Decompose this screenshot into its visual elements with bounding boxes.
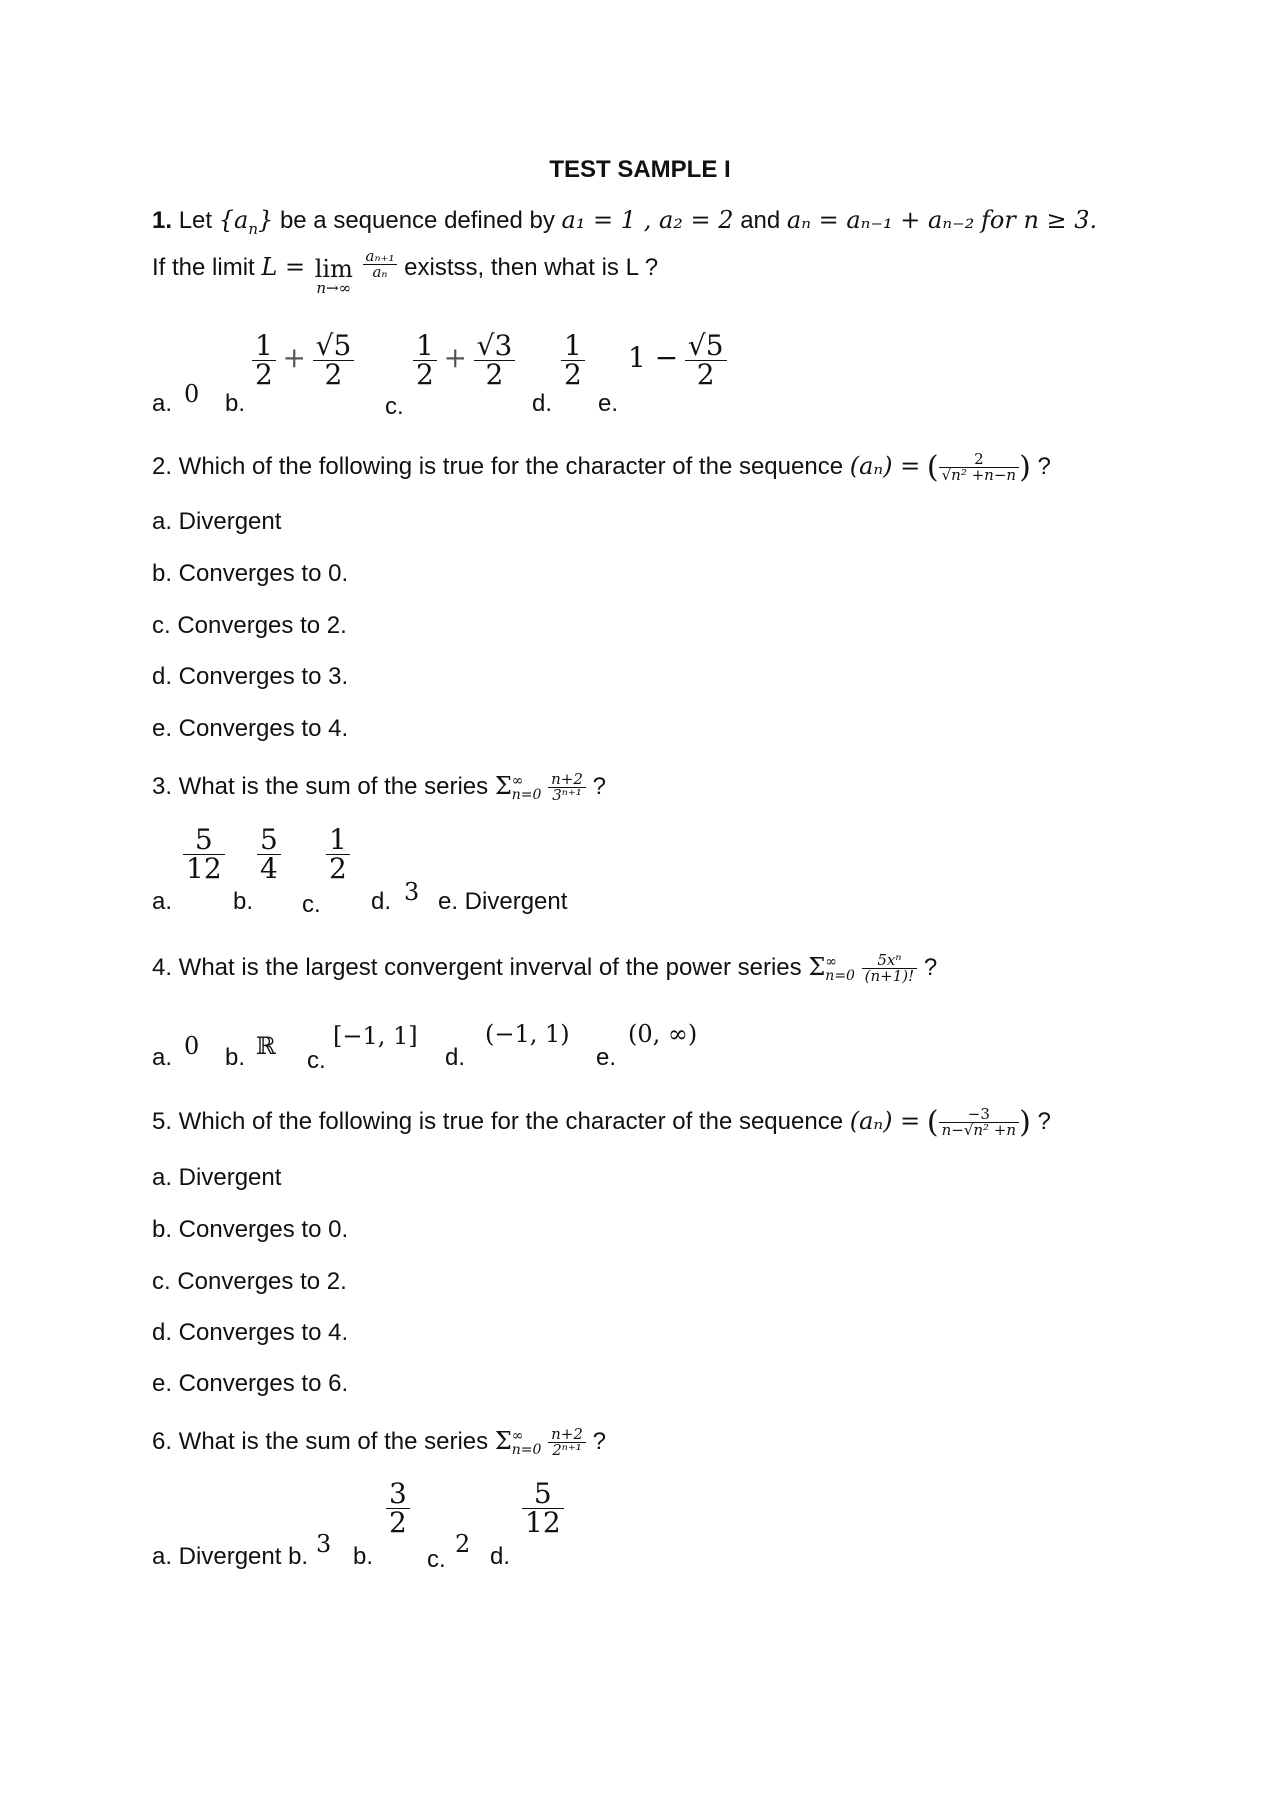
question-1-line-2 [152, 247, 659, 297]
q6-option-b-label: b. [353, 1543, 374, 1570]
q3-option-b-value [257, 823, 281, 885]
sequence-formula: $\frac{-3}{\text{n−√n² +n}}$ [939, 1107, 1019, 1138]
question-text: and [740, 207, 781, 234]
question-5: 5. Which of the following is true for the character of the sequence (aₙ) = ( $\frac{-3}{\text{n−√n² +n}}$ ) ? [152, 1104, 1051, 1140]
question-1 [152, 208, 1097, 237]
q4-option-b-label: b. [225, 1044, 246, 1071]
question-text: existss, then what is L ? [404, 254, 659, 281]
q2-option-e: e. Converges to 4. [152, 715, 349, 742]
question-6 [152, 1427, 606, 1458]
q1-option-e-value: 1 − $\frac{√5}{2}$ [628, 332, 727, 389]
limit-operator: lim n→∞ [314, 255, 353, 297]
fraction: $\frac{1}{2}$ [326, 826, 350, 883]
series-term: $\frac{n+2}{\text{2ⁿ⁺¹}}$ [548, 1427, 586, 1458]
q1-option-b-value: $\frac{1}{2}$ + $\frac{√5}{2}$ [252, 332, 354, 389]
q3-option-d-value: 3 [404, 878, 420, 906]
q1-option-a-value: 0 [184, 380, 200, 408]
sum-symbol: Σ [808, 952, 826, 981]
fraction: $\frac{1}{2}$ [413, 332, 437, 389]
sum-symbol: Σ [494, 1426, 512, 1455]
question-text: 3. What is the sum of the series [152, 772, 489, 800]
q6-option-b-value [386, 1477, 410, 1539]
q3-option-a-value [183, 823, 225, 885]
q3-option-c-label: c. [302, 891, 321, 918]
question-text: 4. What is the largest convergent inverval of the power series [152, 953, 802, 981]
q6-option-a-value: 3 [316, 1530, 332, 1558]
question-text: be a sequence defined by [279, 207, 555, 234]
series-term: $\frac{n+2}{\text{3ⁿ⁺¹}}$ [548, 772, 586, 803]
fraction: $\frac{1}{2}$ [252, 332, 276, 389]
q6-option-d-label: d. [490, 1543, 511, 1570]
fraction: $\frac{5}{4}$ [257, 826, 281, 883]
sequence-formula: $\frac{2}{\text{√n² +n−n}}$ [939, 452, 1019, 483]
question-mark: ? [592, 772, 606, 800]
q3-option-e: e. Divergent [438, 888, 568, 915]
series-term: $\frac{\text{5xⁿ}}{(n+1)!}$ [862, 953, 918, 984]
q4-option-e-value: (0, ∞) [628, 1020, 698, 1048]
sum-bounds: ∞ n=0 [511, 1427, 542, 1458]
fraction: $\frac{√5}{2}$ [685, 332, 727, 389]
sum-symbol: Σ [494, 771, 512, 800]
question-mark: ? [1037, 1107, 1051, 1135]
q2-option-c: c. Converges to 2. [152, 612, 347, 639]
q3-option-c-value [326, 823, 350, 885]
question-mark: ? [592, 1427, 606, 1455]
question-text: 2. Which of the following is true for the character of the sequence [152, 452, 844, 480]
q3-option-d-label: d. [371, 888, 392, 915]
q4-option-c-label: c. [307, 1047, 326, 1074]
question-text: 6. What is the sum of the series [152, 1427, 489, 1455]
limit-variable: L = [261, 253, 306, 281]
q4-option-e-label: e. [596, 1044, 617, 1071]
q4-option-c-value: [−1, 1] [333, 1022, 418, 1050]
q5-option-b: b. Converges to 0. [152, 1216, 349, 1243]
fraction: $\frac{3}{2}$ [386, 1480, 410, 1537]
question-3 [152, 772, 606, 803]
q4-option-a-label: a. [152, 1044, 173, 1071]
question-mark: ? [1037, 452, 1051, 480]
fraction: $\frac{5}{12}$ [183, 826, 225, 883]
question-text: 5. Which of the following is true for the character of the sequence [152, 1107, 844, 1135]
q1-option-b-label: b. [225, 390, 246, 417]
q1-option-a-label: a. [152, 390, 173, 417]
q1-option-d-label: d. [532, 390, 553, 417]
q5-option-e: e. Converges to 6. [152, 1370, 349, 1397]
page-title: TEST SAMPLE I [549, 156, 731, 183]
q4-option-a-value: 0 [184, 1032, 200, 1060]
fraction: $\frac{√5}{2}$ [313, 332, 355, 389]
sequence-notation: $\{a_n\}$ [218, 206, 274, 238]
recurrence-condition: for n ≥ 3. [981, 206, 1098, 234]
fraction: $\frac{5}{12}$ [522, 1480, 564, 1537]
sequence-notation: (aₙ) = [849, 451, 921, 480]
question-mark: ? [923, 953, 938, 981]
q5-option-d: d. Converges to 4. [152, 1319, 349, 1346]
q4-option-d-label: d. [445, 1044, 466, 1071]
initial-terms: a₁ = 1 , a₂ = 2 [561, 206, 734, 234]
question-text: Let [178, 207, 213, 234]
question-text: If the limit [152, 254, 255, 281]
q6-option-d-value [522, 1477, 564, 1539]
question-number: 1. [152, 207, 173, 234]
question-2: 2. Which of the following is true for the character of the sequence (aₙ) = ( $\frac{2}{\text{√n² +n−n}}$ ) ? [152, 449, 1051, 485]
fraction: $\frac{1}{2}$ [561, 332, 585, 389]
q6-option-a: a. Divergent b. [152, 1543, 309, 1570]
q3-option-b-label: b. [233, 888, 254, 915]
sequence-notation: (aₙ) = [849, 1106, 921, 1135]
q4-option-b-value: ℝ [256, 1032, 276, 1060]
q4-option-d-value: (−1, 1) [485, 1020, 570, 1048]
fraction: $\frac{√3}{2}$ [474, 332, 516, 389]
q1-option-c-label: c. [385, 393, 404, 420]
q6-option-c-label: c. [427, 1546, 446, 1573]
question-4 [152, 953, 937, 984]
q2-option-b: b. Converges to 0. [152, 560, 349, 587]
q1-option-d-value [561, 329, 585, 391]
q6-option-c-value: 2 [455, 1530, 471, 1558]
limit-ratio: $\frac{\text{aₙ₊₁}}{\text{aₙ}}$ [363, 249, 398, 280]
q1-option-e-label: e. [598, 390, 619, 417]
q1-option-c-value: $\frac{1}{2}$ + $\frac{√3}{2}$ [413, 332, 515, 389]
q3-option-a-label: a. [152, 888, 173, 915]
q5-option-a: a. Divergent [152, 1164, 282, 1191]
recurrence-formula: aₙ = aₙ₋₁ + aₙ₋₂ [786, 206, 975, 234]
q2-option-d: d. Converges to 3. [152, 663, 349, 690]
sum-bounds: ∞ n=0 [825, 953, 855, 984]
sum-bounds: ∞ n=0 [511, 772, 542, 803]
q2-option-a: a. Divergent [152, 508, 282, 535]
q5-option-c: c. Converges to 2. [152, 1268, 347, 1295]
